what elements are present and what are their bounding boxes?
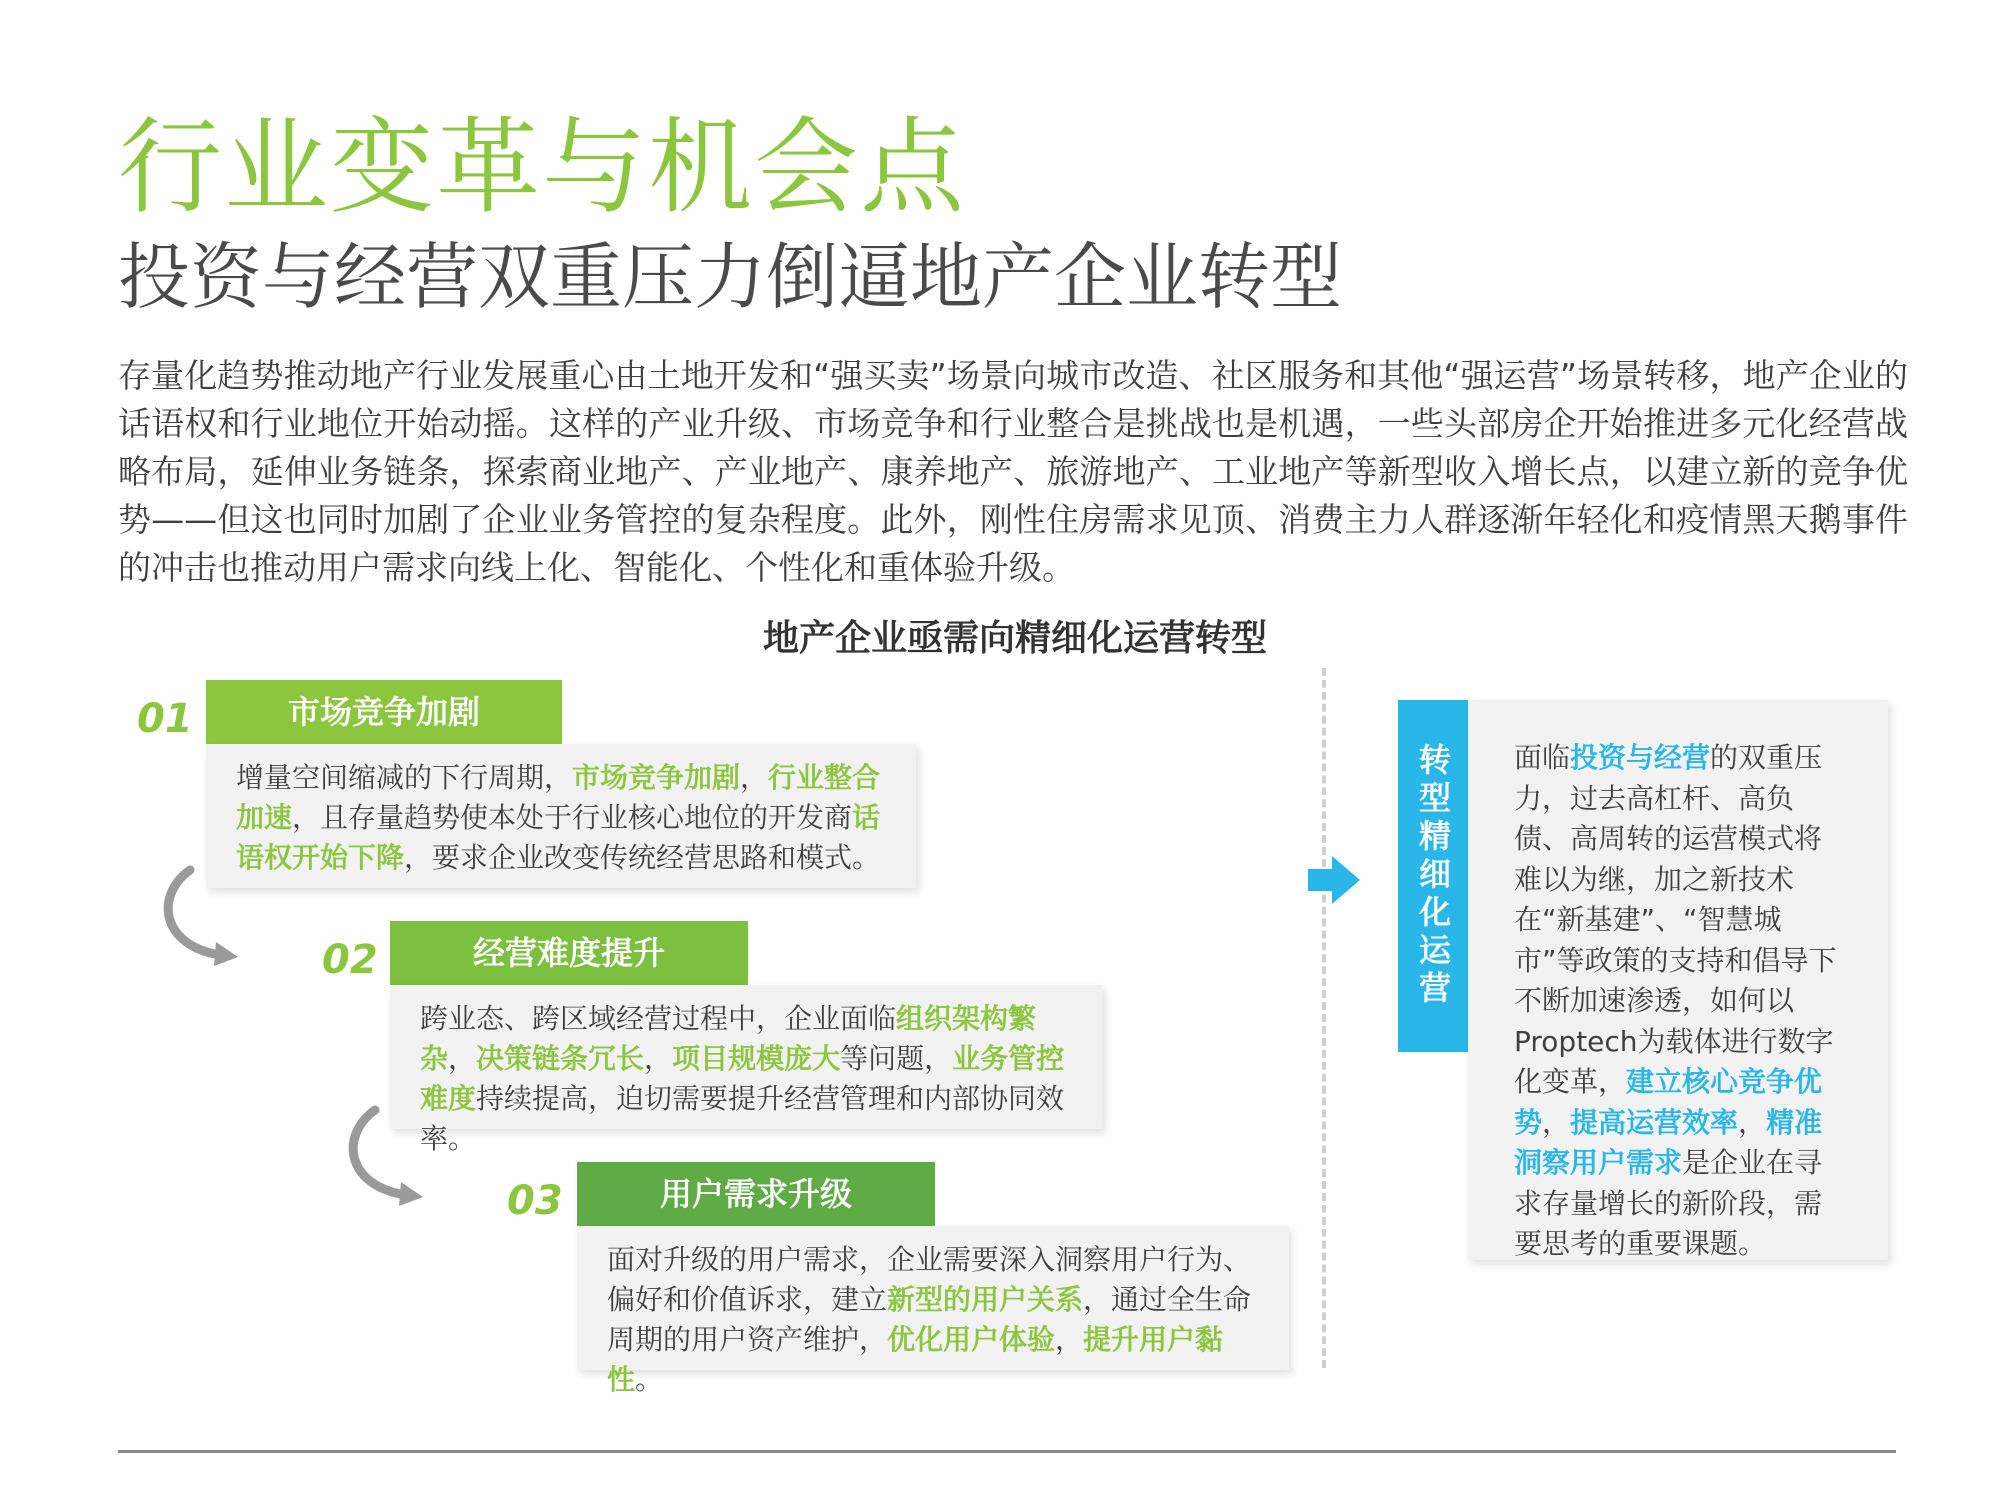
right-arrow-icon [1304, 850, 1364, 910]
highlight-text: 精准洞察用户需求 [1514, 1105, 1823, 1179]
step-2-description [390, 985, 1102, 1155]
step-3-heading: 用户需求升级 [577, 1162, 935, 1226]
page-title: 行业变革与机会点 [118, 106, 967, 228]
body-text: ， [448, 1042, 477, 1075]
body-text: ， [740, 761, 769, 794]
step-3-description [577, 1226, 1289, 1396]
curved-arrow-icon [150, 860, 250, 970]
highlight-text: 决策链条冗长 [476, 1042, 645, 1075]
highlight-text: 组织架构繁杂 [420, 1002, 1037, 1075]
body-text: 增量空间缩减的下行周期， [236, 761, 573, 794]
body-text: ， [644, 1042, 673, 1075]
step-2-heading: 经营难度提升 [390, 921, 748, 985]
highlight-text: 提高运营效率 [1570, 1105, 1739, 1139]
highlight-text: 投资与经营 [1570, 741, 1711, 774]
highlight-text: 行业整合加速 [236, 761, 881, 834]
curved-arrow-icon [335, 1100, 435, 1210]
intro-paragraph: 存量化趋势推动地产行业发展重心由土地开发和“强买卖”场景向城市改造、社区服务和其他“强运营”场景转移，地产企业的话语权和行业地位开始动摇。这样的产业升级、市场竞争和行业整合是挑战也是机遇，一些头部房企开始推进多元化经营战略布局，延伸业务链条，探索商业地产、产业地产、康养地产、旅游地产、工业地产等新型收入增长点，以建立新的竞争优势——但这也同时加剧了企业业务管控的复杂程度。此外，刚性住房需求见顶、消费主力人群逐渐年轻化和疫情黑天鹅事件的冲击也推动用户需求向线上化、智能化、个性化和重体验升级。 [118, 356, 1908, 587]
body-text: 持续提高，迫切需要提升经营管理和内部协同效率。 [420, 1082, 1065, 1155]
highlight-text: 市场竞争加剧 [572, 761, 741, 794]
body-text: 面临 [1514, 741, 1571, 774]
highlight-text: 新型的用户关系 [887, 1283, 1084, 1316]
step-1-heading: 市场竞争加剧 [206, 680, 562, 744]
highlight-text: 建立核心竞争优势 [1514, 1065, 1823, 1139]
page-subtitle: 投资与经营双重压力倒逼地产企业转型 [118, 235, 1343, 319]
body-text: 。 [635, 1363, 664, 1396]
highlight-text: 优化用户体验 [887, 1323, 1056, 1356]
diagram-title: 地产企业亟需向精细化运营转型 [762, 618, 1267, 659]
step-3-number: 03 [507, 1178, 563, 1224]
footer-divider [118, 1450, 1896, 1453]
step-2-number: 02 [322, 937, 378, 983]
body-text: 是企业在寻求存量增长的新阶段，需要思考的重要课题。 [1514, 1146, 1823, 1260]
body-text: ，且存量趋势使本处于行业核心地位的开发商 [292, 801, 853, 834]
body-text: 等问题， [840, 1042, 953, 1075]
highlight-text: 话语权开始下降 [236, 801, 881, 874]
transform-banner-label: 转型精细化运营 [1414, 743, 1452, 1009]
transform-description [1468, 700, 1888, 1260]
body-text: ，要求企业改变传统经营思路和模式。 [404, 841, 881, 874]
highlight-text: 项目规模庞大 [672, 1042, 841, 1075]
highlight-text: 业务管控难度 [420, 1042, 1065, 1115]
body-text: 面对升级的用户需求，企业需要深入洞察用户行为、偏好和价值诉求，建立 [607, 1243, 1252, 1316]
body-text: ， [1542, 1105, 1571, 1139]
body-text: 跨业态、跨区域经营过程中，企业面临 [420, 1002, 897, 1035]
body-text: ， [1055, 1323, 1084, 1356]
step-1-description [206, 744, 916, 888]
body-text: 的双重压力，过去高杠杆、高负债、高周转的运营模式将难以为继，加之新技术在“新基建”、“智慧城市”等政策的支持和倡导下不断加速渗透，如何以Proptech为载体进行数字化变革， [1514, 741, 1837, 1098]
body-text: ，通过全生命周期的用户资产维护， [607, 1283, 1252, 1356]
step-1-number: 01 [137, 696, 193, 742]
body-text: ， [1738, 1105, 1767, 1139]
dashed-divider [1322, 668, 1326, 1368]
transform-banner [1398, 700, 1468, 1052]
highlight-text: 提升用户黏性 [607, 1323, 1224, 1396]
